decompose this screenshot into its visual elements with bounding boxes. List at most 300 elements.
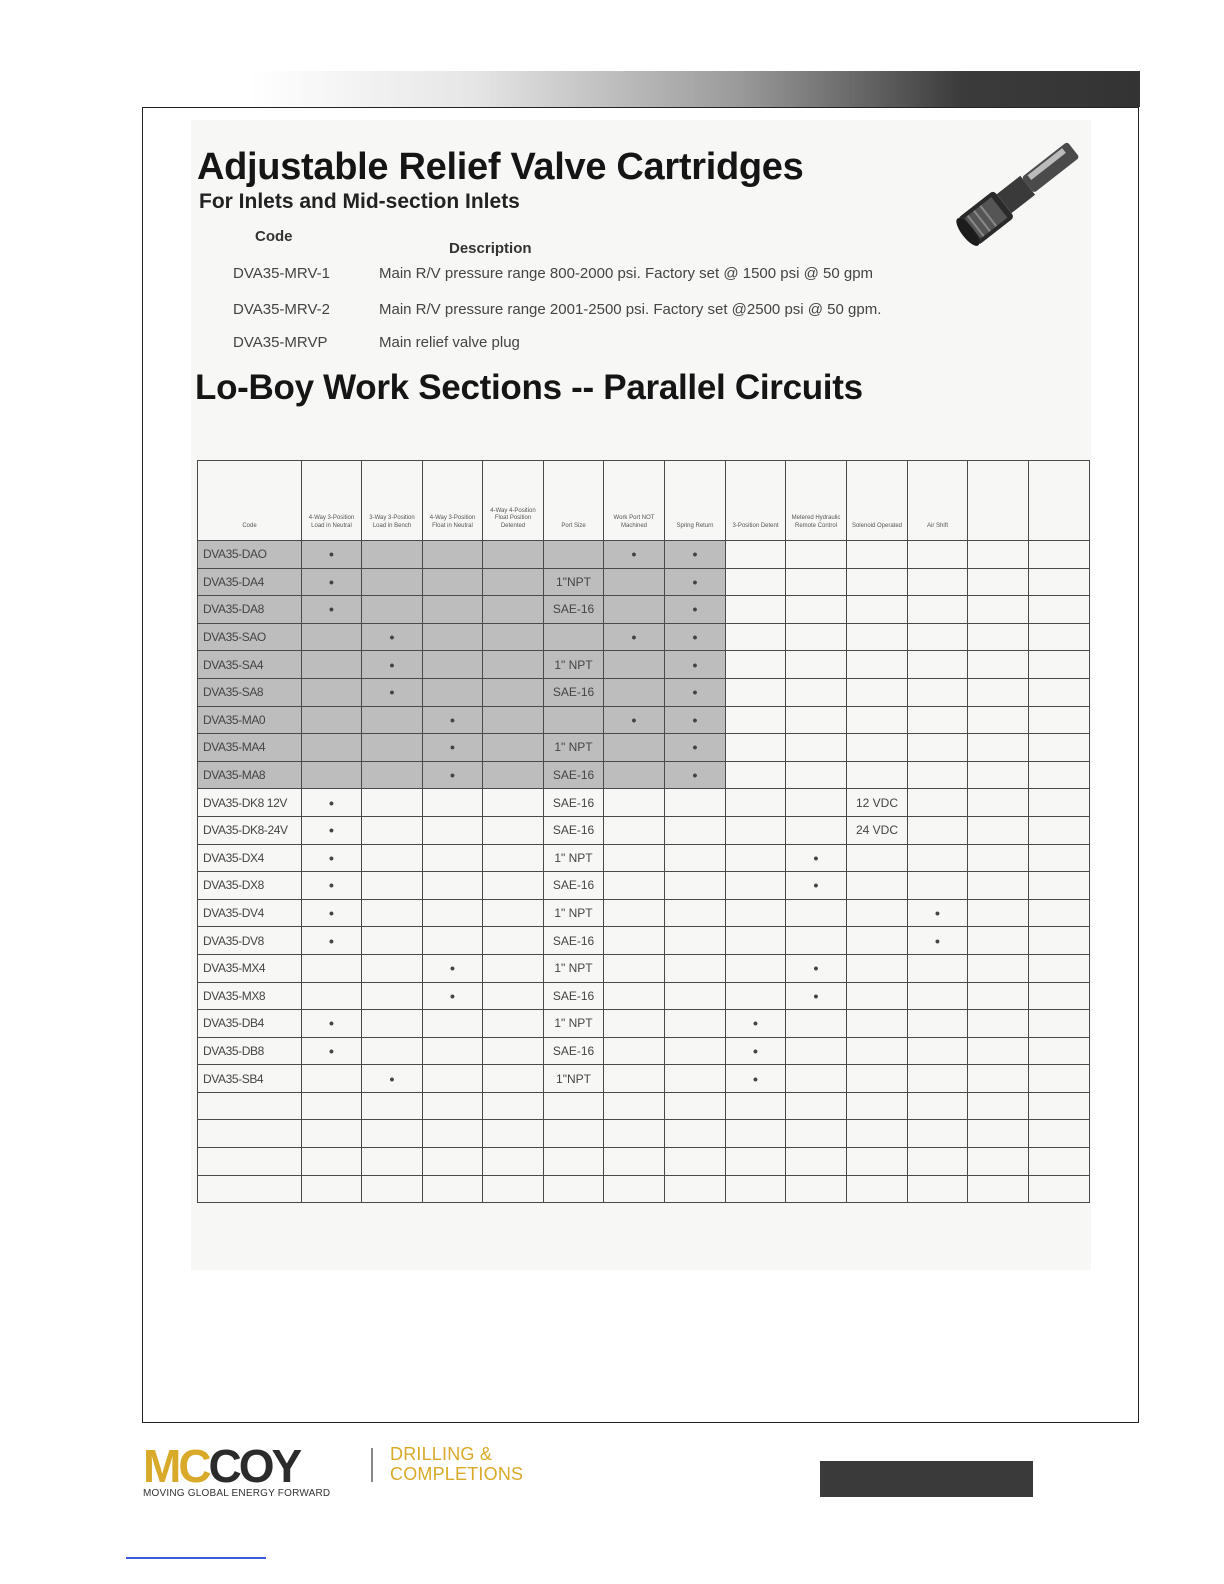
check-mark-cell: • [302,1010,362,1038]
table-cell [726,706,786,734]
table-cell [726,1092,786,1120]
row-code [198,1148,302,1176]
table-row [198,1092,1090,1120]
table-cell [483,596,544,624]
table-cell [544,623,604,651]
table-cell [786,706,847,734]
check-mark-cell: • [665,623,726,651]
table-cell [786,927,847,955]
table-cell [847,1010,908,1038]
table-cell [483,1120,544,1148]
table-row [198,623,1090,651]
table-body [198,541,1090,1203]
table-cell [786,623,847,651]
table-cell [483,927,544,955]
table-cell [1029,623,1090,651]
col-header: Port Size [544,461,604,541]
table-cell [362,1010,423,1038]
table-cell [908,761,968,789]
table-cell [908,789,968,817]
table-row [198,1037,1090,1065]
col-header [968,461,1029,541]
table-cell [726,596,786,624]
table-cell [423,927,483,955]
table-cell [483,954,544,982]
check-mark-cell: • [604,623,665,651]
check-mark-cell: • [786,844,847,872]
table-cell [968,596,1029,624]
table-row [198,568,1090,596]
check-mark-cell: • [665,596,726,624]
table-cell [726,899,786,927]
table-cell [786,1092,847,1120]
table-cell [423,1120,483,1148]
table-cell [726,734,786,762]
table-row [198,1010,1090,1038]
table-cell: 1" NPT [544,844,604,872]
table-cell [847,872,908,900]
row-code: DVA35-DK8 12V [198,789,302,817]
col-header: Metered Hydraulic Remote Control [786,461,847,541]
header-gradient-bar [250,71,1140,107]
table-cell [604,899,665,927]
table-cell [604,678,665,706]
table-cell [302,761,362,789]
table-cell [604,734,665,762]
mccoy-logo [143,1444,358,1486]
col-header: Work Port NOT Machined [604,461,665,541]
table-cell [302,706,362,734]
table-row [198,596,1090,624]
cartridge-description: Main R/V pressure range 2001-2500 psi. Factory set @2500 psi @ 50 gpm. [379,301,882,318]
table-row [198,789,1090,817]
table-cell: SAE-16 [544,816,604,844]
table-cell [302,1148,362,1176]
table-cell [423,678,483,706]
table-cell [665,982,726,1010]
table-cell [908,1010,968,1038]
table-cell [968,651,1029,679]
table-cell: 1" NPT [544,734,604,762]
table-cell [483,816,544,844]
table-cell [665,899,726,927]
table-cell [908,541,968,569]
table-row [198,541,1090,569]
table-cell [847,982,908,1010]
table-cell [423,899,483,927]
table-cell [726,761,786,789]
table-cell [908,734,968,762]
row-code [198,1120,302,1148]
table-cell [604,1037,665,1065]
table-cell [362,761,423,789]
company-tagline: MOVING GLOBAL ENERGY FORWARD [143,1488,331,1499]
table-cell [908,1065,968,1093]
table-cell [847,706,908,734]
table-cell [908,596,968,624]
row-code: DVA35-SA4 [198,651,302,679]
table-cell [726,623,786,651]
table-cell [1029,982,1090,1010]
table-cell [786,1148,847,1176]
check-mark-cell: • [665,678,726,706]
table-cell [665,872,726,900]
table-cell [786,1120,847,1148]
table-cell [362,734,423,762]
check-mark-cell: • [726,1010,786,1038]
table-cell [362,596,423,624]
row-code: DVA35-DAO [198,541,302,569]
table-cell [302,1092,362,1120]
table-cell [726,872,786,900]
table-cell [726,789,786,817]
table-cell [726,541,786,569]
table-cell [968,623,1029,651]
table-cell [726,844,786,872]
check-mark-cell: • [665,706,726,734]
table-cell [968,954,1029,982]
cartridge-description: Main relief valve plug [379,334,520,351]
table-cell [362,789,423,817]
cartridge-code: DVA35-MRVP [233,334,328,351]
row-code: DVA35-MA0 [198,706,302,734]
table-cell [1029,706,1090,734]
check-mark-cell: • [665,761,726,789]
table-cell [302,1065,362,1093]
page-subtitle: For Inlets and Mid-section Inlets [199,190,520,213]
relief-valve-cartridge-image [945,130,1095,250]
table-cell [604,1175,665,1203]
table-cell [604,982,665,1010]
table-cell [423,1010,483,1038]
col-header [1029,461,1090,541]
table-cell [423,1092,483,1120]
col-header: 4-Way 3-Position Float in Neutral [423,461,483,541]
table-row [198,899,1090,927]
footer-link-underline [126,1557,266,1559]
table-cell [786,1175,847,1203]
page-title: Adjustable Relief Valve Cartridges [197,146,804,188]
table-cell [483,761,544,789]
row-code: DVA35-MA8 [198,761,302,789]
col-header: Air Shift [908,461,968,541]
table-cell [302,982,362,1010]
table-cell [1029,1010,1090,1038]
table-cell [604,844,665,872]
table-row [198,651,1090,679]
col-header: 3-Position Detent [726,461,786,541]
table-cell [786,1010,847,1038]
table-cell [604,1092,665,1120]
table-cell [1029,1037,1090,1065]
table-cell [423,596,483,624]
table-cell [968,844,1029,872]
table-cell [665,1120,726,1148]
table-cell [726,816,786,844]
table-cell [483,872,544,900]
footer-page-box [820,1461,1033,1497]
table-row [198,678,1090,706]
footer-divider [371,1448,373,1482]
table-cell [483,982,544,1010]
table-cell [726,1175,786,1203]
section-title: Lo-Boy Work Sections -- Parallel Circuits [195,368,863,407]
table-cell [786,1037,847,1065]
table-cell [1029,789,1090,817]
table-cell [908,1148,968,1176]
table-cell [786,678,847,706]
check-mark-cell: • [302,872,362,900]
table-cell [362,568,423,596]
table-row [198,844,1090,872]
table-cell: 12 VDC [847,789,908,817]
table-cell [847,1175,908,1203]
table-cell [302,651,362,679]
check-mark-cell: • [665,651,726,679]
table-cell [847,1037,908,1065]
row-code: DVA35-DX8 [198,872,302,900]
table-cell [968,927,1029,955]
table-cell: 1"NPT [544,1065,604,1093]
check-mark-cell: • [423,982,483,1010]
description-column-header: Description [449,240,532,257]
col-header: Spring Return [665,461,726,541]
check-mark-cell: • [302,927,362,955]
check-mark-cell: • [302,568,362,596]
check-mark-cell: • [665,734,726,762]
table-cell [1029,1092,1090,1120]
row-code: DVA35-DV4 [198,899,302,927]
table-cell [847,1092,908,1120]
table-cell [362,899,423,927]
table-cell [483,844,544,872]
table-cell [786,761,847,789]
table-cell [362,816,423,844]
table-row [198,872,1090,900]
check-mark-cell: • [302,899,362,927]
table-cell [665,1010,726,1038]
table-cell [968,982,1029,1010]
table-cell [302,623,362,651]
check-mark-cell: • [423,706,483,734]
table-cell [362,954,423,982]
table-cell [847,761,908,789]
table-cell [665,1037,726,1065]
row-code: DVA35-SAO [198,623,302,651]
table-cell: SAE-16 [544,678,604,706]
table-cell [968,761,1029,789]
table-cell: SAE-16 [544,982,604,1010]
table-cell [604,651,665,679]
table-cell [423,568,483,596]
check-mark-cell: • [362,651,423,679]
check-mark-cell: • [302,844,362,872]
table-cell [847,734,908,762]
row-code: DVA35-SB4 [198,1065,302,1093]
check-mark-cell: • [302,789,362,817]
table-cell [483,623,544,651]
check-mark-cell: • [604,541,665,569]
table-cell [665,954,726,982]
division-line-2: COMPLETIONS [390,1464,524,1484]
table-cell [786,734,847,762]
table-cell [968,1065,1029,1093]
table-cell [604,954,665,982]
table-cell [968,734,1029,762]
table-cell [908,872,968,900]
check-mark-cell: • [665,541,726,569]
table-cell [1029,816,1090,844]
table-cell [362,982,423,1010]
table-cell [1029,678,1090,706]
table-cell [968,541,1029,569]
check-mark-cell: • [362,623,423,651]
table-cell [483,899,544,927]
row-code: DVA35-DB4 [198,1010,302,1038]
division-line-1: DRILLING & [390,1444,493,1464]
table-cell [362,706,423,734]
col-header: Solenoid Operated [847,461,908,541]
table-cell [968,816,1029,844]
table-cell: 1" NPT [544,954,604,982]
table-cell [483,1175,544,1203]
table-cell: 1"NPT [544,568,604,596]
check-mark-cell: • [908,927,968,955]
table-cell [362,844,423,872]
table-cell [908,1175,968,1203]
page-frame [142,107,1139,1423]
table-row [198,1065,1090,1093]
table-cell [665,1148,726,1176]
table-cell [604,789,665,817]
table-cell [1029,568,1090,596]
table-cell [847,1120,908,1148]
table-cell [604,816,665,844]
table-cell [1029,1148,1090,1176]
table-cell [483,1010,544,1038]
table-cell [604,1065,665,1093]
table-cell [726,568,786,596]
table-row [198,706,1090,734]
table-cell: 1" NPT [544,651,604,679]
table-cell [1029,927,1090,955]
cartridge-description: Main R/V pressure range 800-2000 psi. Factory set @ 1500 psi @ 50 gpm [379,265,874,282]
table-cell [423,1148,483,1176]
table-cell [1029,734,1090,762]
table-cell [423,623,483,651]
table-row [198,1148,1090,1176]
table-cell [604,1148,665,1176]
table-cell [665,789,726,817]
table-cell: SAE-16 [544,927,604,955]
table-cell [847,927,908,955]
table-cell [362,1037,423,1065]
table-row [198,734,1090,762]
table-cell [968,678,1029,706]
table-cell [423,1065,483,1093]
table-cell [968,899,1029,927]
check-mark-cell: • [302,1037,362,1065]
table-cell: SAE-16 [544,761,604,789]
table-cell [665,1175,726,1203]
table-cell [847,678,908,706]
row-code: DVA35-DK8-24V [198,816,302,844]
table-cell [968,872,1029,900]
table-cell [968,1120,1029,1148]
table-cell [1029,844,1090,872]
table-cell [362,1148,423,1176]
table-cell: SAE-16 [544,789,604,817]
table-cell [483,1092,544,1120]
col-header: 4-Way 3-Position Load in Neutral [302,461,362,541]
table-cell [483,706,544,734]
table-cell [726,651,786,679]
table-cell [544,541,604,569]
check-mark-cell: • [726,1037,786,1065]
row-code: DVA35-MX8 [198,982,302,1010]
table-header-row [198,461,1090,541]
check-mark-cell: • [908,899,968,927]
table-cell [908,954,968,982]
table-cell [786,816,847,844]
col-header: 3-Way 3-Position Load in Bench [362,461,423,541]
table-cell [1029,651,1090,679]
table-cell [544,1092,604,1120]
table-cell [1029,872,1090,900]
cartridge-code: DVA35-MRV-1 [233,265,330,282]
table-cell: SAE-16 [544,872,604,900]
table-cell [726,1148,786,1176]
check-mark-cell: • [604,706,665,734]
table-row [198,816,1090,844]
table-cell [786,1065,847,1093]
table-cell [1029,899,1090,927]
table-cell [968,568,1029,596]
table-cell [362,541,423,569]
table-cell [1029,1065,1090,1093]
table-cell [665,816,726,844]
table-cell [726,678,786,706]
table-cell [968,789,1029,817]
table-cell [604,568,665,596]
table-cell [786,651,847,679]
table-cell [968,1037,1029,1065]
table-cell [847,541,908,569]
table-cell: 1" NPT [544,1010,604,1038]
table-cell [483,1148,544,1176]
check-mark-cell: • [302,816,362,844]
table-cell [968,1148,1029,1176]
table-cell [604,1010,665,1038]
code-column-header: Code [255,228,293,245]
table-cell [968,1010,1029,1038]
logo-mc: MCCOY [143,1444,300,1486]
table-cell [1029,761,1090,789]
table-cell [847,954,908,982]
work-sections-table [197,460,1090,1203]
table-cell [483,568,544,596]
check-mark-cell: • [302,541,362,569]
division-name [390,1444,523,1484]
table-cell [423,844,483,872]
check-mark-cell: • [786,954,847,982]
table-cell [362,1092,423,1120]
table-cell [302,1120,362,1148]
table-cell [483,1037,544,1065]
row-code: DVA35-SA8 [198,678,302,706]
table-cell [423,651,483,679]
table-cell [1029,1120,1090,1148]
